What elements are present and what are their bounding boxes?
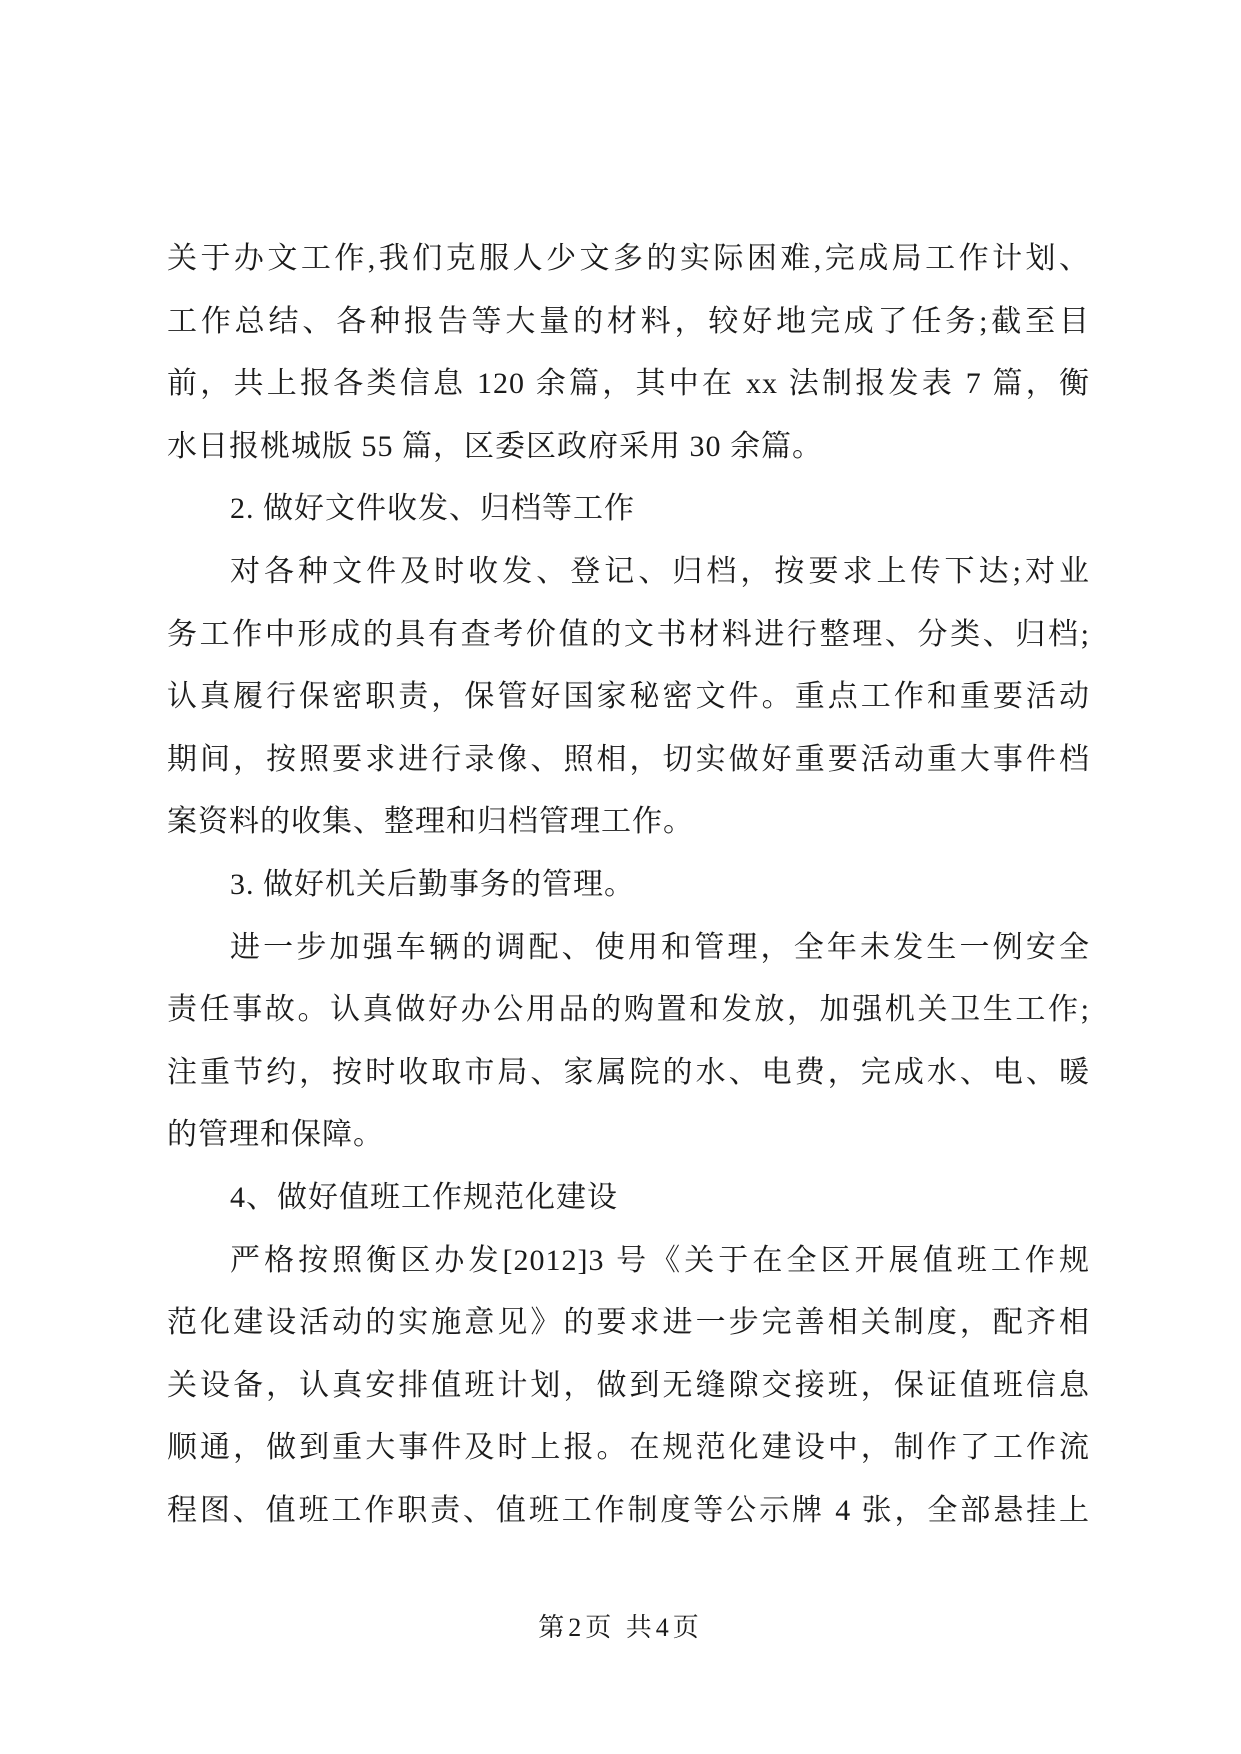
text-line: 前，共上报各类信息 120 余篇，其中在 xx 法制报发表 7 篇，衡 [167,367,1090,401]
page-footer [0,1608,1241,1648]
text-line: 进一步加强车辆的调配、使用和管理，全年未发生一例安全 [230,930,1090,964]
text-line: 认真履行保密职责，保管好国家秘密文件。重点工作和重要活动 [167,680,1090,714]
text-line: 水日报桃城版 55 篇，区委区政府采用 30 余篇。 [167,429,823,463]
text-line: 关于办文工作,我们克服人少文多的实际困难,完成局工作计划、 [167,242,1090,275]
document-body [167,228,1090,1542]
text-line: 对各种文件及时收发、登记、归档，按要求上传下达;对业 [230,554,1090,588]
text-line: 关设备，认真安排值班计划，做到无缝隙交接班，保证值班信息 [167,1368,1090,1402]
text-line: 3. 做好机关后勤事务的管理。 [230,867,635,901]
text-line: 务工作中形成的具有查考价值的文书材料进行整理、分类、归档; [167,617,1090,651]
text-line: 程图、值班工作职责、值班工作制度等公示牌 4 张，全部悬挂上 [167,1493,1090,1527]
text-line: 4、做好值班工作规范化建设 [230,1180,618,1214]
text-line: 期间，按照要求进行录像、照相，切实做好重要活动重大事件档 [167,742,1090,776]
footer-page-label: 第2页 共4页 [538,1613,703,1642]
text-line: 注重节约，按时收取市局、家属院的水、电费，完成水、电、暖 [167,1055,1090,1089]
text-line: 严格按照衡区办发[2012]3 号《关于在全区开展值班工作规 [230,1243,1090,1277]
text-line: 范化建设活动的实施意见》的要求进一步完善相关制度，配齐相 [167,1306,1090,1340]
text-line: 案资料的收集、整理和归档管理工作。 [167,805,694,839]
text-line: 责任事故。认真做好办公用品的购置和发放，加强机关卫生工作; [167,993,1090,1027]
text-line: 2. 做好文件收发、归档等工作 [230,492,635,526]
text-line: 顺通，做到重大事件及时上报。在规范化建设中，制作了工作流 [167,1431,1090,1465]
text-line: 的管理和保障。 [167,1118,384,1152]
text-line: 工作总结、各种报告等大量的材料，较好地完成了任务;截至目 [167,304,1090,338]
